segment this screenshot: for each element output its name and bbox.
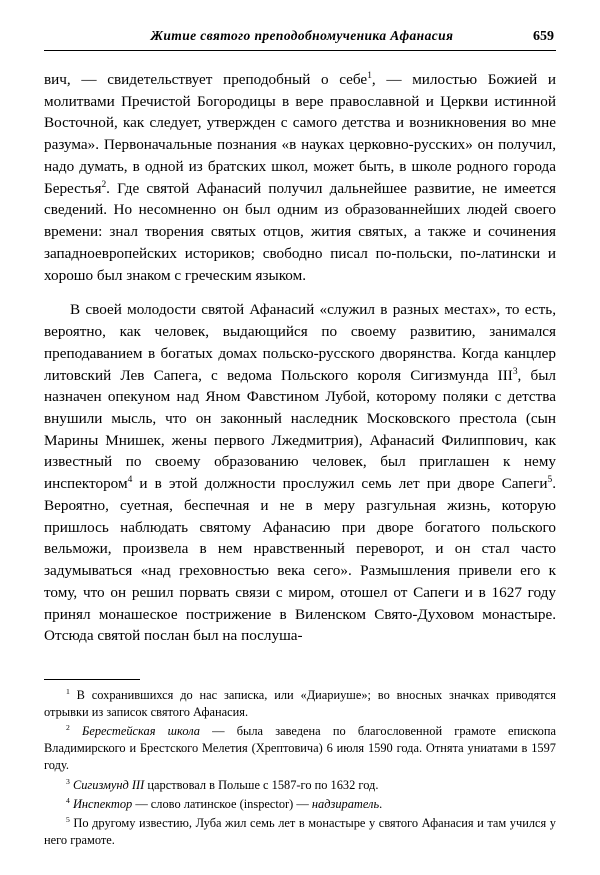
running-head xyxy=(44,28,556,50)
footnote: $^5$ По другому известию, Луба жил семь лет в монастыре у святого Афанасия и там учился у него грамоте. xyxy=(44,814,556,847)
footnote: $^4$ Инспектор — слово латинское (inspector) — надзиратель. xyxy=(66,795,383,811)
paragraph: вич, — свидетельствует преподобный о себе$^1$, — милостью Божией и молитвами Пречистой Богородицы в вере православной и Церкви истинной Восточной, как следует, утвержден с самого детства и возникновения во мне разума». Первоначальные познания «в науках церковно-русских» он получил, надо думать, в одной из братских школ, может быть, в школе родного города Берестья$^2$. Где святой Афанасий получил дальнейшее развитие, не имеется сведений. Но несомненно он был одним из образованнейших людей своего времени: знал творения святых отцов, жития святых, а также и сочинения западноевропейских историков; свободно писал по-польски, по-латински и хорошо был знаком с греческим языком. xyxy=(44,70,556,284)
page-title: Житие святого преподобномученика Афанасия xyxy=(150,28,454,43)
footnote: $^1$ В сохранившихся до нас записка, или «Диариуше»; во вносных значках приводятся отрывки из записок святого Афанасия. xyxy=(44,686,556,720)
footnote: $^2$ Берестейская школа — была заведена по благословенной грамоте епископа Владимирского и Брестского Мелетия (Хрептовича) 6 июля 1590 года. Отнята униатами в 1597 году. xyxy=(44,723,556,773)
footnotes xyxy=(44,679,556,851)
paragraph: В своей молодости святой Афанасий «служил в разных местах», то есть, вероятно, как человек, выдающийся по своему развитию, занимался преподаванием в богатых домах польско-русского дворянства. Когда канцлер литовский Лев Сапега, с ведома Польского короля Сигизмунда III$^3$, был назначен опекуном над Яном Фавстином Лубой, которому поляки с детства внушили мысль, что он законный наследник Московского престола (сын Марины Мнишек, жены первого Лжедмитрия), Афанасий Филиппович, как известный по своему образованию человек, был приглашен к нему инспектором$^4$ и в этой должности прослужил семь лет при дворе Сапеги$^5$. Вероятно, суетная, беспечная и не в меру разгульная жизнь, которую пришлось наблюдать святому Афанасию при дворе богатого польского вельможи, произвела в нем нравственный переворот, и он стал часто задумываться «над греховностью века сего». Размышления привели его к тому, что он решил порвать связи с миром, отошел от Сапеги и в 1627 году принял монашеское пострижение в Виленском Свято-Духовом монастыре. Отсюда святой послан был на послуша- xyxy=(44,301,556,645)
header-divider xyxy=(44,50,556,51)
body-text xyxy=(44,69,556,647)
footnote: $^3$ Сигизмунд III царствовал в Польше с 1587-го по 1632 год. xyxy=(66,776,379,792)
page-number: 659 xyxy=(533,29,554,44)
footnote-divider xyxy=(44,679,140,680)
